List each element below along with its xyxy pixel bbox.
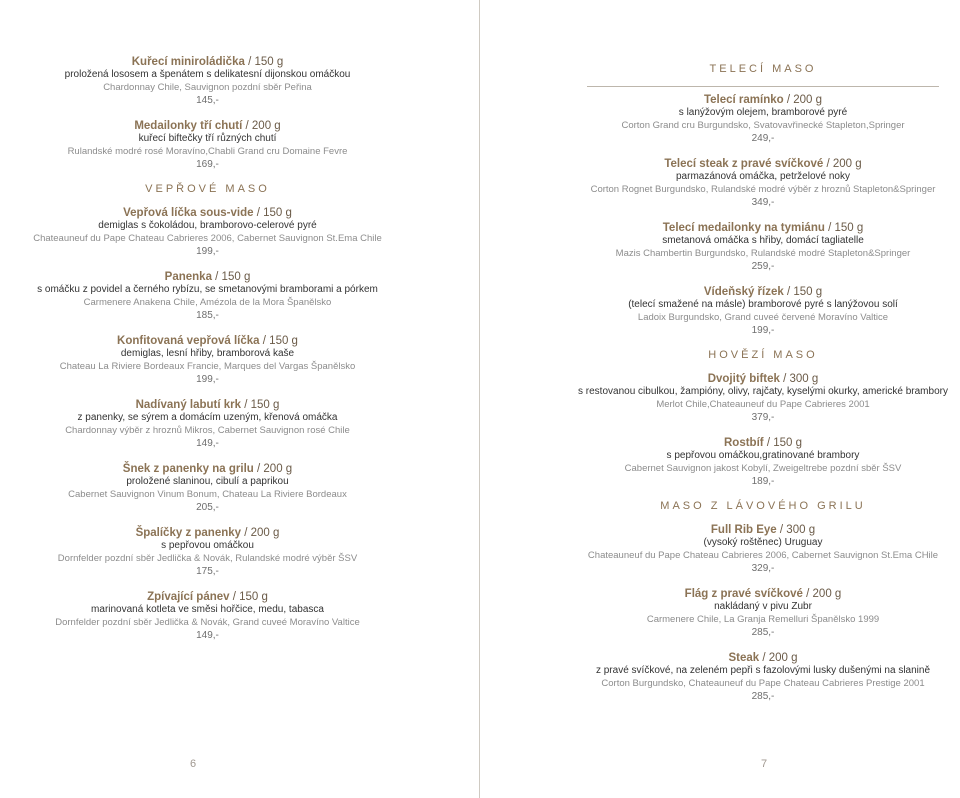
item-weight: / 150 g [766,437,802,449]
item-price: 349,- [751,197,775,208]
section-title: MASO Z LÁVOVÉHO GRILU [660,500,866,512]
item-price: 199,- [751,325,775,336]
item-name: Full Rib Eye [710,524,777,536]
item-weight: / 150 g [828,222,864,234]
item-name: Telecí ramínko [703,94,784,106]
section-title: TELECÍ MASO [709,63,817,75]
item-title [20,270,395,284]
item-wine-pairing: Chardonnay výběr z hroznů Mikros, Cabernet Sauvignon rosé Chile [65,424,350,436]
item-title [20,119,395,133]
item-description: marinovaná kotleta ve směsi hořčice, medu, tabasca [91,604,324,615]
item-description: s lanýžovým olejem, bramborové pyré [678,107,848,118]
item-price: 199,- [196,246,219,257]
menu-item [569,221,957,273]
item-wine-pairing: Chateauneuf du Pape Chateau Cabrieres 2006, Cabernet Sauvignon St.Ema CHile [587,549,939,561]
item-description: demiglas, lesní hřiby, bramborová kaše [120,348,295,359]
item-wine-pairing: Rulandské modré rosé Moravíno,Chabli Grand cru Domaine Fevre [67,145,348,157]
item-wine-pairing: Cabernet Sauvignon jakost Kobylí, Zweigeltrebe pozdní sběr ŠSV [624,462,902,474]
item-description: nakládaný v pivu Zubr [714,601,812,612]
item-name: Vepřová líčka sous-vide [123,207,254,219]
item-price: 199,- [196,374,219,385]
item-wine-pairing: Chardonnay Chile, Sauvignon pozdní sběr Peřina [103,81,312,93]
item-title [569,372,957,386]
item-description: (telecí smažené na másle) bramborové pyré s lanýžovou solí [628,299,898,310]
left-top-items [20,55,395,171]
section-items [20,206,395,642]
page-number: 6 [190,758,197,770]
item-title [569,157,957,171]
menu-item [20,119,395,171]
item-weight: / 200 g [826,158,862,170]
item-wine-pairing: Dornfelder pozdní sběr Jedlička & Novák, Grand cuveé Moravíno Valtice [55,616,360,628]
menu-item [569,93,957,145]
item-title [569,436,957,450]
item-weight: / 200 g [762,652,798,664]
item-name: Telecí medailonky na tymiánu [662,222,825,234]
item-price: 169,- [196,159,219,170]
item-title [20,590,395,604]
item-weight: / 300 g [783,373,819,385]
item-title [20,206,395,220]
item-wine-pairing: Corton Burgundsko, Chateauneuf du Pape Chateau Cabrieres Prestige 2001 [601,677,925,689]
menu-item [569,436,957,488]
item-title [569,651,957,665]
right-menu-column [569,55,957,715]
section-title: VEPŘOVÉ MASO [145,183,270,195]
menu-item [20,270,395,322]
item-title [569,523,957,537]
page-divider [479,0,480,798]
menu-item [20,590,395,642]
item-description: smetanová omáčka s hřiby, domácí tagliatelle [662,235,864,246]
item-price: 185,- [196,310,219,321]
item-description: (vysoký roštěnec) Uruguay [703,537,823,548]
item-description: z panenky, se sýrem a domácím uzeným, křenová omáčka [77,412,338,423]
item-price: 149,- [196,630,219,641]
item-price: 285,- [751,691,775,702]
item-wine-pairing: Dornfelder pozdní sběr Jedlička & Novák, Rulandské modré výběr ŠSV [57,552,358,564]
item-price: 249,- [751,133,775,144]
menu-section [569,500,957,703]
item-description: s restovanou cibulkou, žampióny, olivy, rajčaty, kyselými okurky, americké brambory [578,386,948,397]
item-title [569,221,957,235]
item-wine-pairing: Carmenere Anakena Chile, Amézola de la Mora Španělsko [83,296,332,308]
menu-item [20,55,395,107]
item-name: Zpívající pánev [147,591,230,603]
item-weight: / 150 g [248,56,284,68]
item-name: Nadívaný labutí krk [135,399,242,411]
item-wine-pairing: Chateau La Riviere Bordeaux Francie, Marques del Vargas Španělsko [59,360,356,372]
item-price: 379,- [751,412,775,423]
item-description: kuřecí biftečky tří různých chutí [138,133,277,144]
item-weight: / 200 g [806,588,842,600]
menu-item [20,334,395,386]
menu-item [569,587,957,639]
item-name: Rostbíf [724,437,764,449]
section-veprove-maso [20,183,395,642]
menu-item [20,462,395,514]
menu-item [569,523,957,575]
item-price: 329,- [751,563,775,574]
left-menu-column [20,55,395,654]
item-name: Šnek z panenky na grilu [122,463,254,475]
item-weight: / 150 g [786,286,823,298]
section-rule [587,86,939,87]
item-description: z pravé svíčkové, na zeleném pepři s fazolovými lusky dušenými na slanině [595,665,931,676]
item-weight: / 150 g [232,591,268,603]
item-weight: / 300 g [779,524,816,536]
item-weight: / 150 g [262,335,298,347]
item-description: proložená lososem a špenátem s delikatesní dijonskou omáčkou [64,69,351,80]
item-name: Medailonky tří chutí [134,120,243,132]
menu-item [569,651,957,703]
item-description: parmazánová omáčka, petrželové noky [676,171,850,182]
item-weight: / 150 g [215,271,251,283]
item-title [20,462,395,476]
item-price: 175,- [196,566,219,577]
section-title: HOVĚZÍ MASO [708,349,818,361]
menu-item [569,372,957,424]
item-title [569,285,957,299]
item-description: s pepřovou omáčkou,gratinované brambory [666,450,860,461]
item-weight: / 150 g [256,207,292,219]
item-name: Vídeňský řízek [703,286,784,298]
item-wine-pairing: Cabernet Sauvignon Vinum Bonum, Chateau La Riviere Bordeaux [68,488,347,500]
item-name: Špalíčky z panenky [135,527,242,539]
item-description: proložené slaninou, cibulí a paprikou [126,476,289,487]
item-name: Dvojitý biftek [707,373,780,385]
item-title [20,398,395,412]
item-title [20,526,395,540]
menu-item [20,398,395,450]
menu-item [20,206,395,258]
item-name: Steak [728,652,760,664]
item-wine-pairing: Carmenere Chile, La Granja Remelluri Španělsko 1999 [646,613,880,625]
item-title [20,334,395,348]
item-description: demiglas s čokoládou, bramborovo-celerové pyré [98,220,317,231]
menu-section [569,349,957,488]
menu-section [569,63,957,337]
item-weight: / 200 g [257,463,293,475]
item-wine-pairing: Mazis Chambertin Burgundsko, Rulandské modré Stapleton&Springer [615,247,911,259]
page-number: 7 [761,758,768,770]
item-price: 189,- [751,476,775,487]
item-price: 145,- [196,95,219,106]
item-name: Telecí steak z pravé svíčkové [664,158,824,170]
right-page [481,0,960,798]
item-price: 285,- [751,627,775,638]
item-wine-pairing: Ladoix Burgundsko, Grand cuveé červené Moravíno Valtice [637,311,889,323]
item-wine-pairing: Merlot Chile,Chateauneuf du Pape Cabrieres 2001 [656,398,870,410]
item-title [20,55,395,69]
item-description: s omáčku z povidel a černého rybízu, se smetanovými bramborami a pórkem [37,284,378,295]
item-title [569,93,957,107]
menu-item [569,285,957,337]
item-wine-pairing: Corton Grand cru Burgundsko, Svatovavřinecké Stapleton,Springer [621,119,905,131]
item-name: Kuřecí miniroládička [131,56,245,68]
item-name: Flág z pravé svíčkové [684,588,803,600]
menu-item [20,526,395,578]
item-weight: / 150 g [244,399,280,411]
item-wine-pairing: Corton Rognet Burgundsko, Rulandské modré výběr z hroznů Stapleton&Springer [590,183,936,195]
menu-item [569,157,957,209]
item-wine-pairing: Chateauneuf du Pape Chateau Cabrieres 2006, Cabernet Sauvignon St.Ema Chile [33,232,382,244]
item-weight: / 200 g [786,94,823,106]
item-description: s pepřovou omáčkou [161,540,254,551]
item-name: Konfitovaná vepřová líčka [117,335,260,347]
item-price: 205,- [196,502,219,513]
item-name: Panenka [164,271,212,283]
item-price: 149,- [196,438,219,449]
item-title [569,587,957,601]
item-weight: / 200 g [245,120,281,132]
item-weight: / 200 g [244,527,280,539]
item-price: 259,- [751,261,775,272]
